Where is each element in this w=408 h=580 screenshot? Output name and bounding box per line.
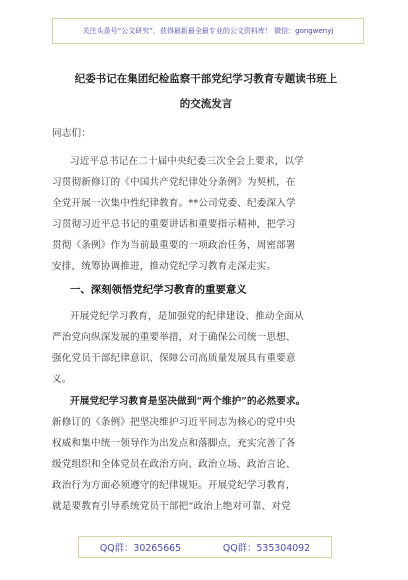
paragraph-1-line: 贯彻《条例》作为当前最重要的一项政治任务，周密部署 — [52, 240, 296, 251]
paragraph-3-bold-lead: 开展党纪学习教育是坚决做到“两个维护”的必然要求。 — [70, 396, 306, 407]
paragraph-3-line: 权威和集中统一领导作为出发点和落脚点，充实完善了各 — [52, 438, 296, 449]
footer-qq-group-2: QQ群：535304092 — [222, 543, 311, 554]
document-title-line-1: 纪委书记在集团纪检监察干部党纪学习教育专题读书班上 — [74, 73, 338, 85]
paragraph-3-line: 级党组织和全体党员在政治方向、政治立场、政治言论、 — [52, 459, 296, 470]
greeting: 同志们： — [52, 128, 91, 139]
paragraph-3-line: 新修订的《条例》把坚决维护习近平同志为核心的党中央 — [52, 417, 296, 428]
paragraph-1-line: 习贯彻习近平总书记的重要讲话和重要指示精神，把学习 — [52, 219, 296, 230]
paragraph-1-line: 安排，统筹协调推进，推动党纪学习教育走深走实。 — [52, 261, 277, 272]
footer-qq-group-1: QQ群：30265665 — [99, 543, 182, 554]
paragraph-1-line: 全党开展一次集中性纪律教育。**公司党委、纪委深入学 — [52, 198, 296, 209]
paragraph-2-line: 开展党纪学习教育，是加强党的纪律建设、推动全面从 — [70, 311, 304, 322]
paragraph-3-line: 政治行为方面必须遵守的纪律规矩。开展党纪学习教育， — [52, 480, 296, 491]
paragraph-1-line: 习近平总书记在二十届中央纪委三次全会上要求，以学 — [70, 156, 304, 167]
footer-banner — [78, 536, 332, 558]
header-banner: 关注头条号“公文研究”，获得最新最全最专业的公文资料库！ 微信：gongwenyj — [52, 18, 364, 44]
paragraph-2-line: 义。 — [52, 374, 72, 385]
section-heading-1: 一、深刻领悟党纪学习教育的重要意义 — [70, 284, 247, 296]
paragraph-2-line: 严治党向纵深发展的重要举措，对于确保公司统一思想、 — [52, 332, 296, 343]
paragraph-1-line: 习贯彻新修订的《中国共产党纪律处分条例》为契机，在 — [52, 177, 296, 188]
paragraph-2-line: 强化党员干部纪律意识、保障公司高质量发展具有重要意 — [52, 353, 296, 364]
document-title-line-2: 的交流发言 — [179, 98, 233, 110]
paragraph-3-line: 就是要教育引导系统党员干部把“政治上绝对可靠、对党 — [52, 501, 291, 512]
